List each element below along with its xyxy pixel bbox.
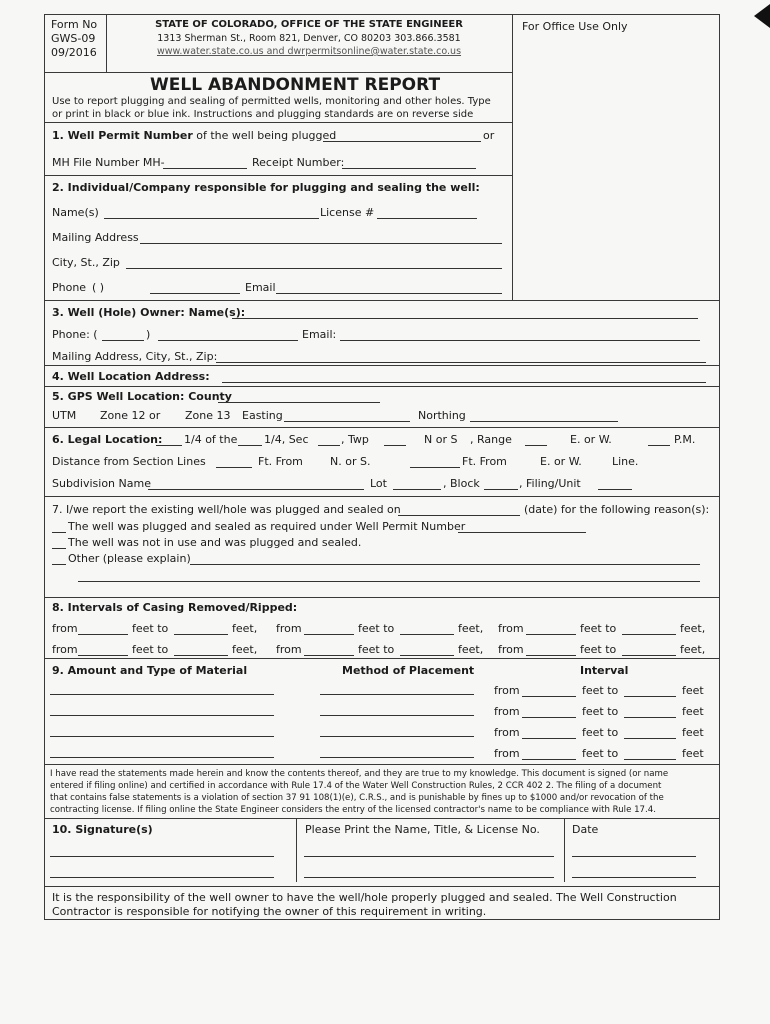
method-field[interactable]	[320, 736, 474, 737]
method-field[interactable]	[320, 757, 474, 758]
feet-label: feet	[682, 747, 704, 760]
other-explain-field[interactable]	[190, 564, 700, 565]
method-field[interactable]	[320, 694, 474, 695]
range-label: , Range	[470, 433, 512, 446]
distance-ew-field[interactable]	[410, 467, 460, 468]
feet-to-label: feet to	[132, 622, 169, 635]
casing-from-field[interactable]	[78, 655, 128, 656]
section-field[interactable]	[318, 445, 340, 446]
frame-top	[44, 14, 720, 15]
material-field[interactable]	[50, 757, 274, 758]
casing-to-field[interactable]	[400, 655, 454, 656]
material-field[interactable]	[50, 736, 274, 737]
from-label: from	[498, 622, 524, 635]
interval-from-field[interactable]	[522, 696, 576, 697]
rule	[44, 764, 720, 765]
print-name-label: Please Print the Name, Title, & License No.	[305, 823, 540, 836]
city-label: City, St., Zip	[52, 256, 120, 269]
signature-label: 10. Signature(s)	[52, 823, 153, 836]
subdivision-field[interactable]	[148, 489, 364, 490]
block-field[interactable]	[484, 489, 518, 490]
rule	[44, 175, 512, 176]
county-field[interactable]	[218, 402, 380, 403]
feet-to-label: feet to	[358, 643, 395, 656]
rule	[44, 818, 720, 819]
rule	[44, 365, 720, 366]
owner-phone-label: Phone: (	[52, 328, 98, 341]
rule	[44, 658, 720, 659]
lot-field[interactable]	[393, 489, 441, 490]
gps-label: 5. GPS Well Location: County	[52, 390, 232, 403]
statement-line-2: entered if filing online) and certified in accordance with Rule 17.4 of the Water Well Construction Rules, 2 CCR 402 2. The filing of a document	[50, 781, 662, 791]
from-label: from	[52, 622, 78, 635]
northing-label: Northing	[418, 409, 466, 422]
feet-to-label: feet to	[582, 726, 619, 739]
from-label: from	[276, 643, 302, 656]
subdivision-label: Subdivision Name	[52, 477, 151, 490]
easting-label: Easting	[242, 409, 283, 422]
feet-label: feet	[682, 705, 704, 718]
statement-line-4: contracting license. If filing online the State Engineer considers the entry of the licensed contractor's name to be compliance with Rule 17.4.	[50, 805, 656, 815]
owner-mailing-label: Mailing Address, City, St., Zip:	[52, 350, 218, 363]
other-explain-field-2[interactable]	[78, 581, 700, 582]
feet-to-label: feet to	[132, 643, 169, 656]
responsible-party-label: 2. Individual/Company responsible for plugging and sealing the well:	[52, 181, 480, 194]
date-field[interactable]	[572, 856, 696, 857]
feet-to-label: feet to	[582, 705, 619, 718]
from-label: from	[494, 747, 520, 760]
rule	[44, 122, 512, 123]
owner-name-label: 3. Well (Hole) Owner: Name(s):	[52, 306, 246, 319]
casing-intervals-label: 8. Intervals of Casing Removed/Ripped:	[52, 601, 298, 614]
mh-file-label: MH File Number MH-	[52, 156, 165, 169]
office-use-divider	[512, 14, 513, 300]
material-label: 9. Amount and Type of Material	[52, 664, 248, 677]
office-use-label: For Office Use Only	[522, 20, 628, 33]
interval-to-field[interactable]	[624, 759, 676, 760]
from-label: from	[276, 622, 302, 635]
method-label: Method of Placement	[342, 664, 475, 677]
quarter-label-1: 1/4 of the	[184, 433, 238, 446]
owner-phone-field[interactable]	[158, 340, 298, 341]
pm-label: P.M.	[674, 433, 696, 446]
frame-right	[719, 14, 720, 920]
easting-field[interactable]	[284, 421, 410, 422]
feet-to-label: feet to	[358, 622, 395, 635]
statement-line-3: that contains false statements is a violation of section 37 91 108(1)(e), C.R.S., and is punishable by fines up to $1000 and/or revocation of the	[50, 793, 664, 803]
casing-from-field[interactable]	[526, 655, 576, 656]
reason-1-check[interactable]	[52, 532, 66, 533]
township-label: , Twp	[341, 433, 369, 446]
filing-label: , Filing/Unit	[519, 477, 581, 490]
mailing-label: Mailing Address	[52, 231, 139, 244]
date-reason-label: (date) for the following reason(s):	[524, 503, 710, 516]
ew-label: E. or W.	[570, 433, 612, 446]
names-field[interactable]	[104, 218, 319, 219]
header-rule	[44, 72, 512, 73]
interval-to-field[interactable]	[624, 696, 676, 697]
receipt-field[interactable]	[342, 168, 476, 169]
agency-name: STATE OF COLORADO, OFFICE OF THE STATE ENGINEER	[155, 19, 463, 30]
permit-number-field[interactable]	[323, 141, 481, 142]
method-field[interactable]	[320, 715, 474, 716]
feet-label: feet,	[458, 643, 484, 656]
feet-label: feet,	[232, 622, 258, 635]
mh-file-field[interactable]	[163, 168, 247, 169]
from-label: from	[494, 684, 520, 697]
interval-to-field[interactable]	[624, 738, 676, 739]
reason-1-label: The well was plugged and sealed as required under Well Permit Number	[68, 520, 466, 533]
interval-to-field[interactable]	[624, 717, 676, 718]
rule	[44, 597, 720, 598]
feet-label: feet	[682, 684, 704, 697]
location-address-field[interactable]	[222, 382, 706, 383]
quarter-field-2[interactable]	[238, 445, 262, 446]
township-field[interactable]	[384, 445, 406, 446]
rule	[44, 496, 720, 497]
ft-from-label-2: Ft. From	[462, 455, 507, 468]
casing-from-field[interactable]	[78, 634, 128, 635]
signature-divider	[564, 818, 565, 882]
interval-label: Interval	[580, 664, 629, 677]
names-label: Name(s)	[52, 206, 99, 219]
eorw-label: E. or W.	[540, 455, 582, 468]
from-label: from	[498, 643, 524, 656]
zone12-option[interactable]: Zone 12 or	[100, 409, 161, 422]
email-label: Email	[245, 281, 276, 294]
plugged-date-field[interactable]	[398, 515, 520, 516]
agency-address: 1313 Sherman St., Room 821, Denver, CO 80203 303.866.3581	[157, 33, 461, 44]
form-id: GWS-09	[51, 32, 96, 45]
page-corner-mark	[754, 4, 770, 28]
phone-area-field[interactable]: ( )	[92, 281, 105, 294]
casing-from-field[interactable]	[526, 634, 576, 635]
reason-2-check[interactable]	[52, 548, 66, 549]
print-name-field[interactable]	[304, 856, 554, 857]
distance-ns-field[interactable]	[216, 467, 252, 468]
owner-mailing-field[interactable]	[216, 362, 706, 363]
ns-label: N or S	[424, 433, 458, 446]
feet-to-label: feet to	[582, 747, 619, 760]
casing-to-field[interactable]	[174, 655, 228, 656]
footer-line-2: Contractor is responsible for notifying the owner of this requirement in writing.	[52, 905, 487, 918]
email-field[interactable]	[276, 293, 502, 294]
signature-divider	[296, 818, 297, 882]
owner-phone-close: )	[146, 328, 151, 341]
plugged-date-label: 7. I/we report the existing well/hole was plugged and sealed on	[52, 503, 401, 516]
owner-email-label: Email:	[302, 328, 337, 341]
casing-to-field[interactable]	[622, 655, 676, 656]
filing-field[interactable]	[598, 489, 632, 490]
feet-label: feet,	[680, 622, 706, 635]
from-label: from	[52, 643, 78, 656]
statement-line-1: I have read the statements made herein and know the contents thereof, and they are true to my knowledge. This document is signed (or name	[50, 769, 669, 779]
agency-web-link[interactable]: www.water.state.co.us and dwrpermitsonline@water.state.co.us	[156, 46, 462, 57]
northing-field[interactable]	[470, 421, 618, 422]
signature-field[interactable]	[50, 856, 274, 857]
owner-phone-area-field[interactable]	[102, 340, 144, 341]
rule	[44, 427, 720, 428]
interval-from-field[interactable]	[522, 717, 576, 718]
reason-3-check[interactable]	[52, 564, 66, 565]
legal-location-label: 6. Legal Location:	[52, 433, 163, 446]
block-label: , Block	[443, 477, 480, 490]
from-label: from	[494, 705, 520, 718]
from-label: from	[494, 726, 520, 739]
reason-3-label: Other (please explain)	[68, 552, 191, 565]
interval-from-field[interactable]	[522, 759, 576, 760]
owner-email-field[interactable]	[340, 340, 700, 341]
mailing-field[interactable]	[140, 243, 502, 244]
feet-label: feet	[682, 726, 704, 739]
nors-label: N. or S.	[330, 455, 371, 468]
date-label: Date	[572, 823, 599, 836]
pm-field[interactable]	[648, 445, 670, 446]
material-field[interactable]	[50, 694, 274, 695]
casing-to-field[interactable]	[622, 634, 676, 635]
casing-to-field[interactable]	[400, 634, 454, 635]
rule	[44, 300, 720, 301]
page-title: WELL ABANDONMENT REPORT	[150, 75, 441, 95]
reason-1-permit-field[interactable]	[458, 532, 586, 533]
lot-label: Lot	[370, 477, 387, 490]
range-field[interactable]	[525, 445, 547, 446]
phone-label: Phone	[52, 281, 87, 294]
date-field-2[interactable]	[572, 877, 696, 878]
license-field[interactable]	[377, 218, 477, 219]
frame-bottom	[44, 919, 720, 920]
permit-number-label: 1. Well Permit Number of the well being plugged	[52, 129, 337, 142]
phone-field[interactable]	[150, 293, 240, 294]
rule	[44, 886, 720, 887]
reason-2-label: The well was not in use and was plugged and sealed.	[68, 536, 362, 549]
footer-line-1: It is the responsibility of the well owner to have the well/hole properly plugged and sealed. The Well Construction	[52, 891, 677, 904]
form-no-label: Form No	[51, 18, 98, 31]
owner-name-field[interactable]	[232, 318, 698, 319]
casing-from-field[interactable]	[304, 634, 354, 635]
form-date: 09/2016	[51, 46, 97, 59]
feet-label: feet,	[680, 643, 706, 656]
quarter-field-1[interactable]	[156, 445, 182, 446]
utm-label: UTM	[52, 409, 77, 422]
casing-to-field[interactable]	[174, 634, 228, 635]
feet-to-label: feet to	[580, 622, 617, 635]
section-label: 1/4, Sec	[264, 433, 309, 446]
print-name-field-2[interactable]	[304, 877, 554, 878]
signature-field-2[interactable]	[50, 877, 274, 878]
feet-to-label: feet to	[580, 643, 617, 656]
license-label: License #	[320, 206, 375, 219]
zone13-option[interactable]: Zone 13	[185, 409, 231, 422]
interval-from-field[interactable]	[522, 738, 576, 739]
city-field[interactable]	[126, 268, 502, 269]
feet-to-label: feet to	[582, 684, 619, 697]
receipt-label: Receipt Number:	[252, 156, 345, 169]
distance-label: Distance from Section Lines	[52, 455, 206, 468]
or-label: or	[483, 129, 495, 142]
intro-line-1: Use to report plugging and sealing of permitted wells, monitoring and other holes. Type	[52, 96, 491, 107]
rule	[44, 386, 720, 387]
casing-from-field[interactable]	[304, 655, 354, 656]
line-label: Line.	[612, 455, 639, 468]
material-field[interactable]	[50, 715, 274, 716]
intro-line-2: or print in black or blue ink. Instructions and plugging standards are on reverse side	[52, 109, 474, 120]
feet-label: feet,	[232, 643, 258, 656]
feet-label: feet,	[458, 622, 484, 635]
location-address-label: 4. Well Location Address:	[52, 370, 210, 383]
ft-from-label: Ft. From	[258, 455, 303, 468]
frame-left	[44, 14, 45, 920]
